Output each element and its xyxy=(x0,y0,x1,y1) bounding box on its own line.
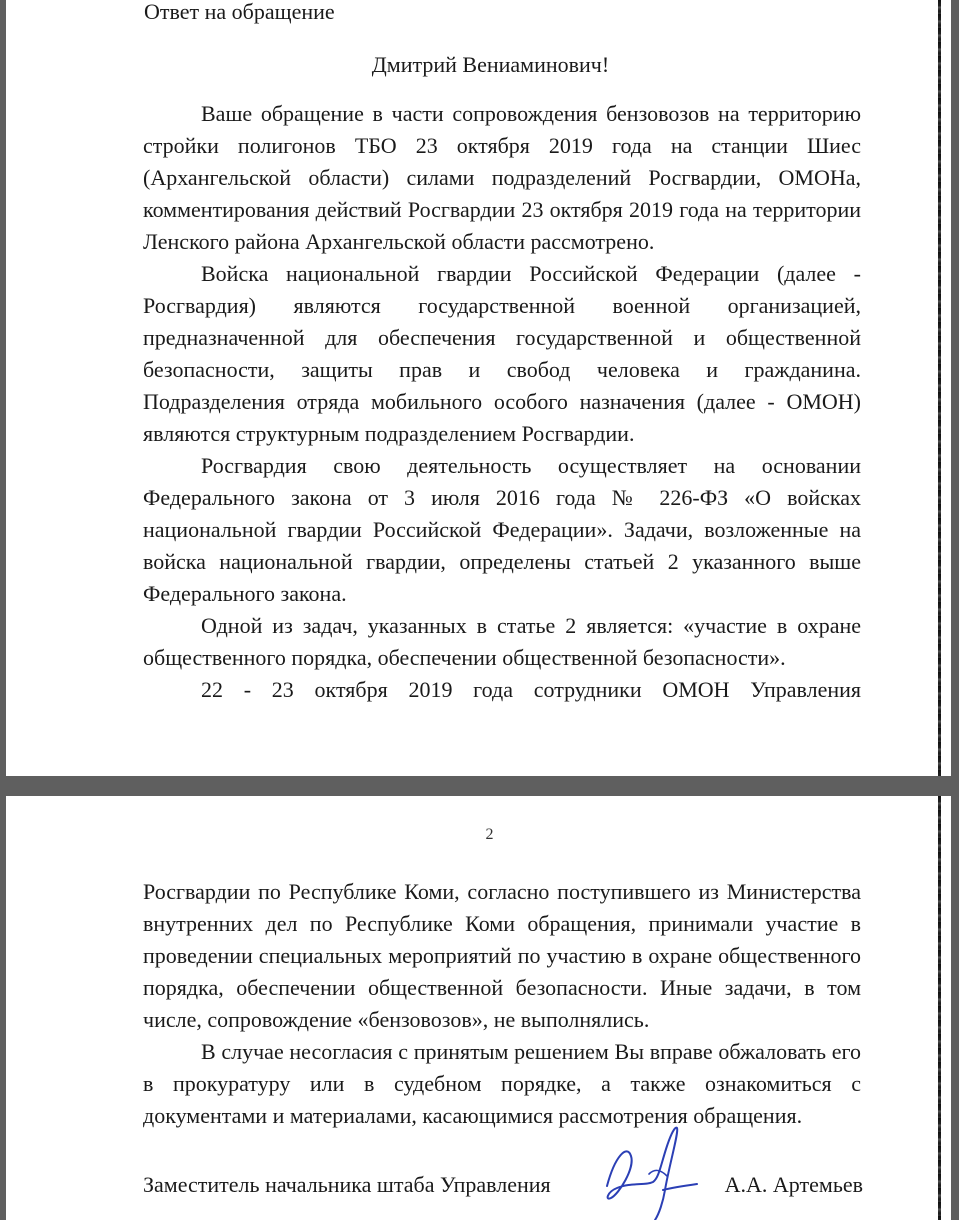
paragraph-omon-participation: Росгвардии по Республике Коми, согласно поступившего из Министерства внутренних дел по Республике Коми обращения, принимали участие в проведении специальных мероприятий по участию в охране общественного порядка, обеспечении общественной безопасности. Иные задачи, в том числе, сопровождение «бензовозов», не выполнялись. xyxy=(143,879,861,1032)
paragraph-appeal-rights: В случае несогласия с принятым решением Вы вправе обжаловать его в прокуратуру или в судебном порядке, а также ознакомиться с документами и материалами, касающимися рассмотрения обращения. xyxy=(143,1039,861,1128)
subject-line: Ответ на обращение xyxy=(144,0,335,24)
handwritten-signature xyxy=(597,1116,707,1220)
paragraph-review-notice: Ваше обращение в части сопровождения бензовозов на территорию стройки полигонов ТБО 23 октября 2019 года на станции Шиес (Архангельской области) силами подразделений Росгвардии, ОМОНа, комментирования действий Росгвардии 23 октября 2019 года на территории Ленского района Архангельской области рассмотрено. xyxy=(143,101,861,254)
signer-title: Заместитель начальника штаба Управления xyxy=(143,1172,551,1197)
paragraph-legal-basis: Росгвардия свою деятельность осуществляет на основании Федерального закона от 3 июля 2016 года № 226-ФЗ «О войсках национальной гвардии Российской Федерации». Задачи, возложенные на войска национальной гвардии, определены статьей 2 указанного выше Федерального закона. xyxy=(143,453,861,606)
scan-edge-line xyxy=(938,796,941,1220)
paragraph-omon-dates: 22 - 23 октября 2019 года сотрудники ОМОН Управления xyxy=(201,677,861,702)
signer-name: А.А. Артемьев xyxy=(724,1172,863,1197)
salutation: Дмитрий Вениаминович! xyxy=(371,52,610,77)
page-2 xyxy=(6,796,951,1220)
page-number: 2 xyxy=(485,826,494,843)
scan-edge-line xyxy=(938,0,941,776)
paragraph-rosgvardia-definition: Войска национальной гвардии Российской Федерации (далее - Росгвардия) являются государственной военной организацией, предназначенной для обеспечения государственной и общественной безопасности, защиты прав и свобод человека и гражданина. Подразделения отряда мобильного особого назначения (далее - ОМОН) являются структурным подразделением Росгвардии. xyxy=(143,261,861,446)
page-1 xyxy=(6,0,951,776)
letter-body-page-2 xyxy=(143,876,861,1132)
paragraph-tasks: Одной из задач, указанных в статье 2 является: «участие в охране общественного порядка, обеспечении общественной безопасности». xyxy=(143,613,861,670)
letter-body-page-1 xyxy=(143,98,861,706)
